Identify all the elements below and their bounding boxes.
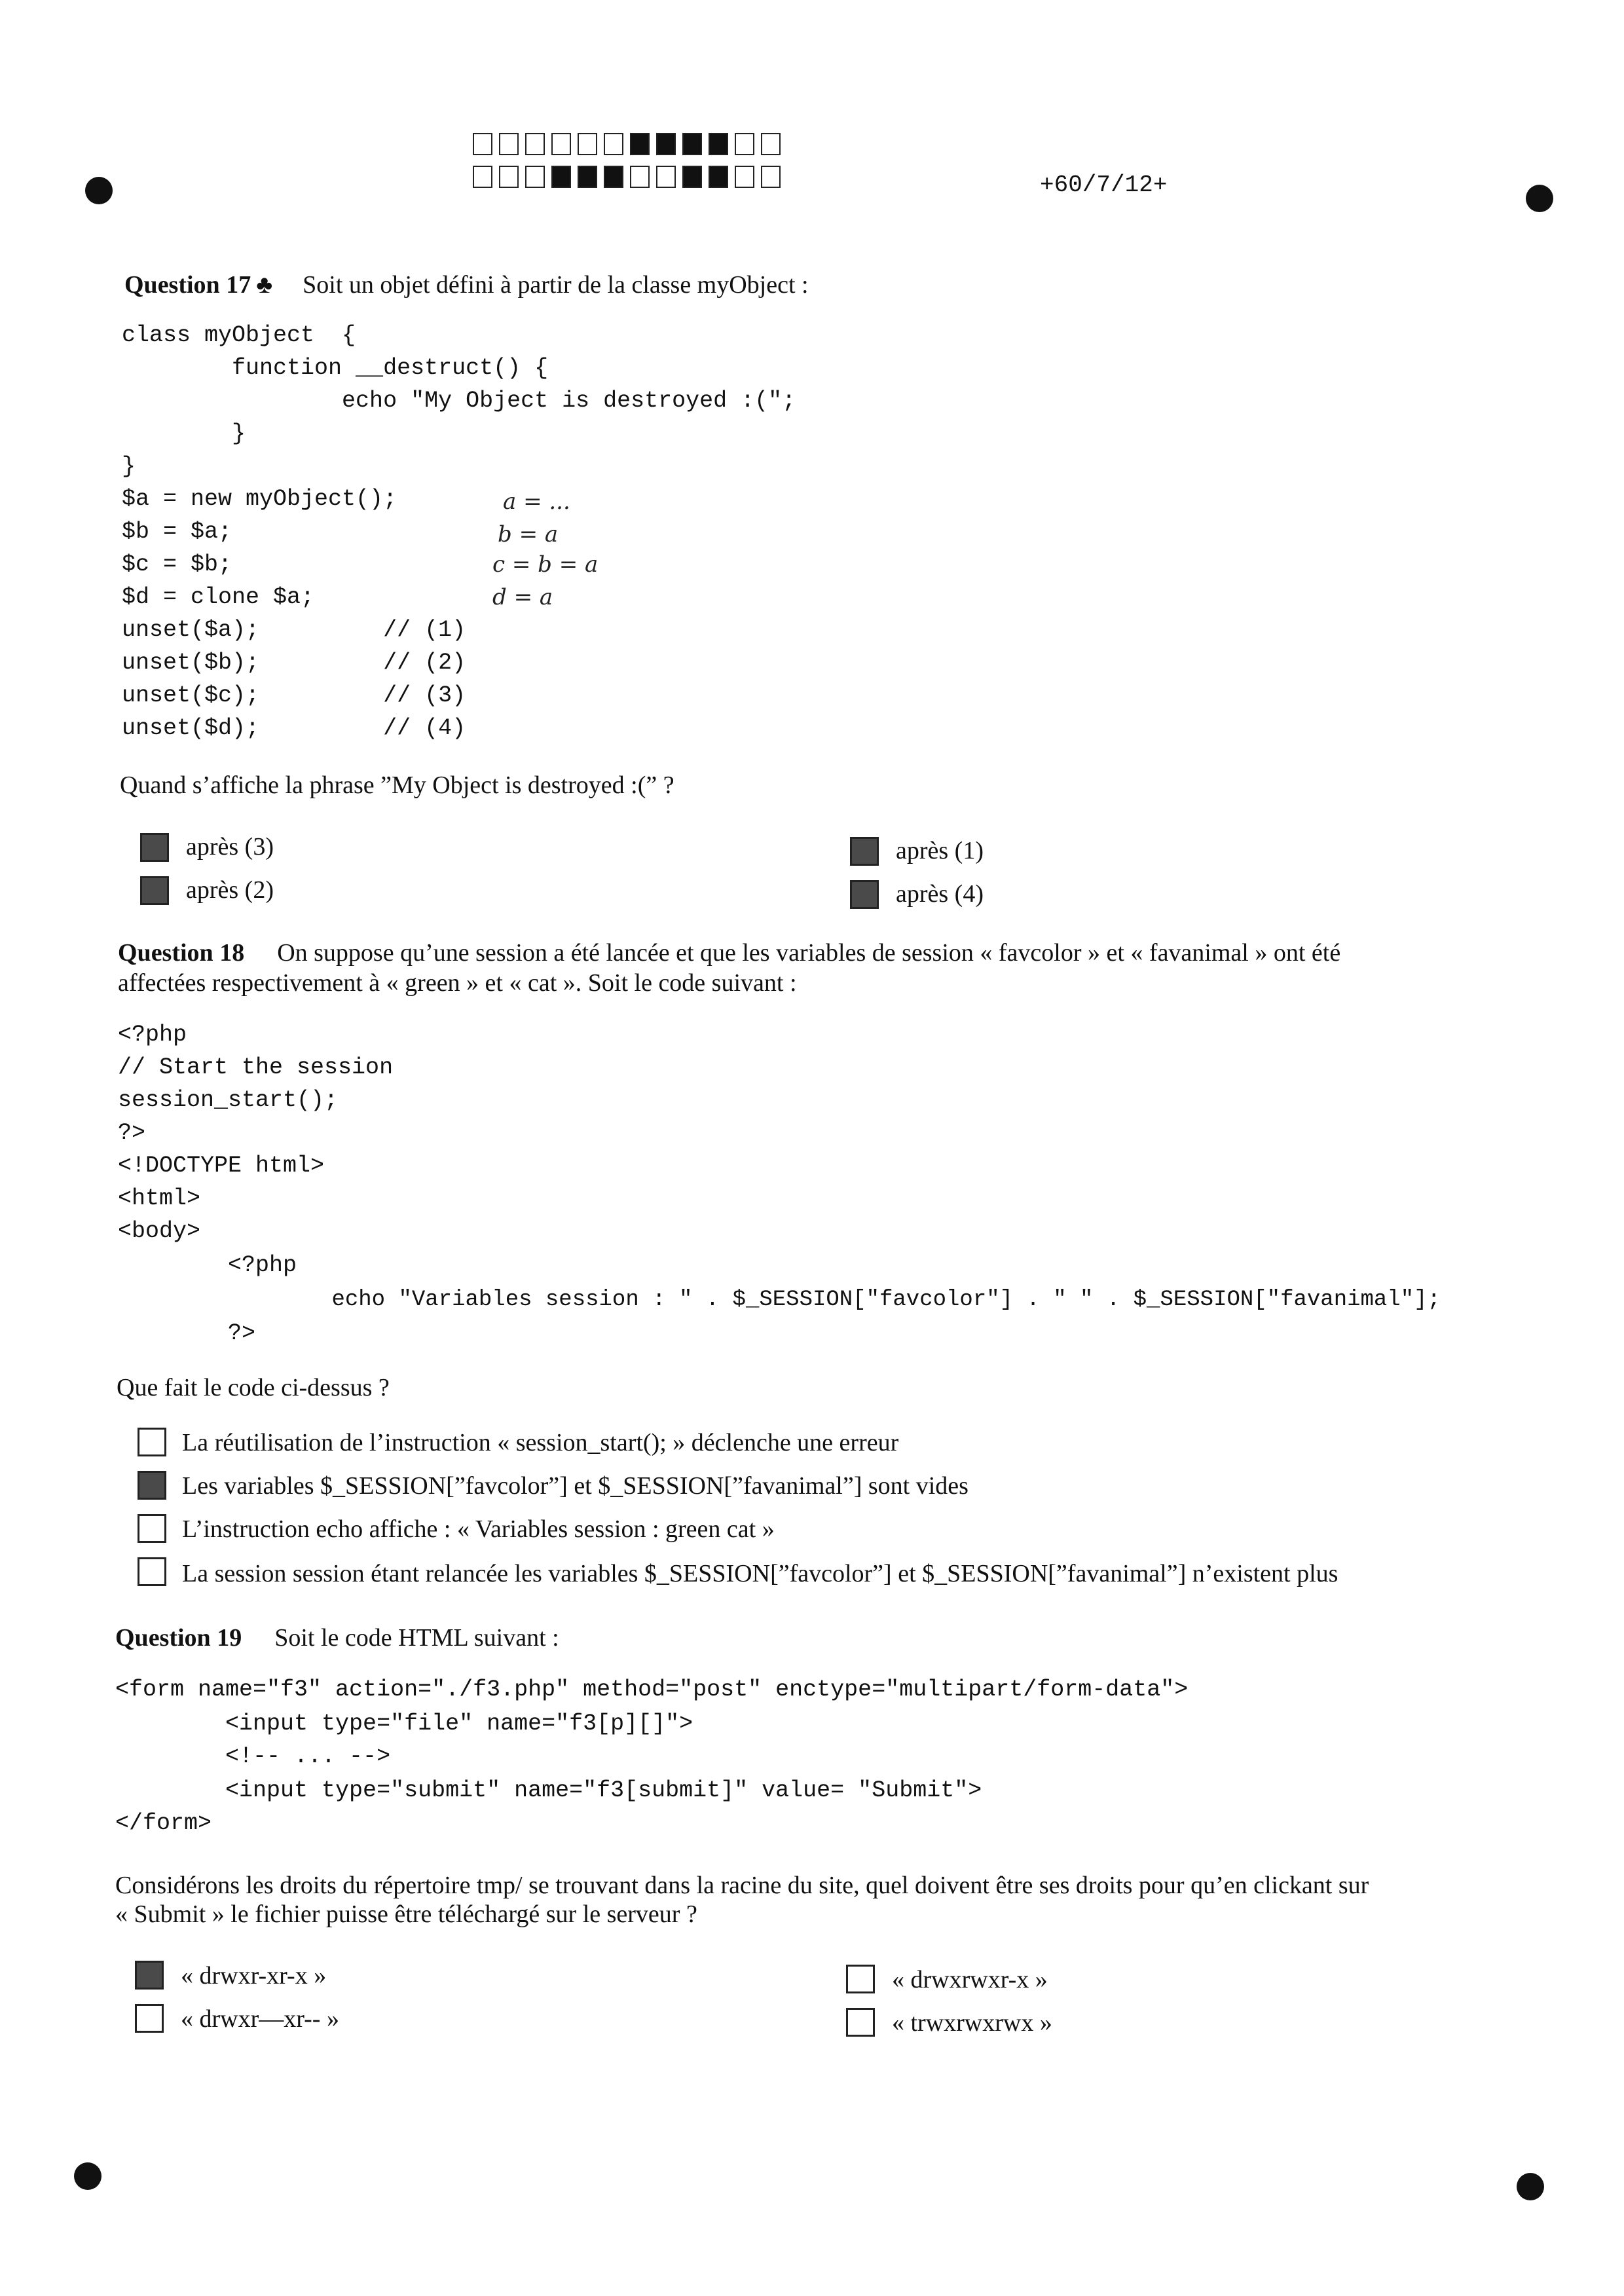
id-code-cell xyxy=(709,166,728,188)
handwritten-note: d = a xyxy=(492,584,553,610)
q17-code-line: } xyxy=(122,453,136,479)
q19-choice-label: « drwxr—xr-- » xyxy=(181,2005,339,2033)
q19-question-line2: « Submit » le fichier puisse être téléchargé sur le serveur ? xyxy=(115,1900,697,1928)
id-code-cell xyxy=(578,166,597,188)
q19-code-line: <input type="submit" name="f3[submit]" value= "Submit"> xyxy=(115,1777,982,1804)
q18-code-line: <html> xyxy=(118,1185,201,1212)
id-code-cell xyxy=(709,133,728,155)
club-icon: ♣ xyxy=(256,271,273,299)
id-code-cell xyxy=(656,133,676,155)
q19-checkbox[interactable] xyxy=(135,1961,164,1990)
id-code-cell xyxy=(578,133,597,155)
id-code-cell xyxy=(735,166,754,188)
id-code-cell xyxy=(525,166,545,188)
id-code-cell xyxy=(525,133,545,155)
id-code-cell xyxy=(630,133,650,155)
q18-checkbox[interactable] xyxy=(138,1514,166,1543)
q17-code-line: unset($c); // (3) xyxy=(122,682,466,709)
q19-choice-label: « drwxrwxr-x » xyxy=(892,1966,1048,1993)
handwritten-note: b = a xyxy=(498,521,559,547)
q17-choice-label: après (2) xyxy=(186,876,274,904)
q17-code-line: unset($d); // (4) xyxy=(122,715,466,741)
q17-checkbox[interactable] xyxy=(140,833,169,862)
id-code-cell xyxy=(604,166,623,188)
q18-checkbox[interactable] xyxy=(138,1471,166,1500)
q18-code-line: // Start the session xyxy=(118,1054,394,1081)
q17-checkbox[interactable] xyxy=(140,876,169,905)
id-code-cell xyxy=(499,166,519,188)
q18-code-line: ?> xyxy=(118,1120,146,1146)
q18-code-line: session_start(); xyxy=(118,1087,339,1113)
id-code-cell xyxy=(761,166,781,188)
id-code-cell xyxy=(682,166,702,188)
q19-checkbox[interactable] xyxy=(846,1965,875,1993)
q18-code-line: <?php xyxy=(118,1022,187,1048)
id-code-cell xyxy=(682,133,702,155)
q18-prompt-line1: On suppose qu’une session a été lancée et que les variables de session « favcolor » et « favanimal » ont été xyxy=(277,939,1341,967)
q17-code-line: unset($a); // (1) xyxy=(122,617,466,643)
q18-choice-label: L’instruction echo affiche : « Variables session : green cat » xyxy=(182,1515,775,1543)
q19-header xyxy=(115,1623,559,1653)
q18-choice-label: Les variables $_SESSION[”favcolor”] et $_SESSION[”favanimal”] sont vides xyxy=(182,1472,969,1500)
q18-choice-label: La session session étant relancée les variables $_SESSION[”favcolor”] et $_SESSION[”favanimal”] n’existent plus xyxy=(182,1560,1338,1587)
q19-title: Question 19 xyxy=(115,1624,242,1652)
q17-question: Quand s’affiche la phrase ”My Object is destroyed :(” ? xyxy=(120,771,674,799)
q17-code-line: function __destruct() { xyxy=(122,355,549,381)
q18-code-line: <body> xyxy=(118,1218,201,1244)
id-code-cell xyxy=(551,133,571,155)
registration-mark-top-right xyxy=(1526,185,1553,212)
q19-question-line1: Considérons les droits du répertoire tmp/ se trouvant dans la racine du site, quel doivent être ses droits pour qu’en clickant sur xyxy=(115,1872,1369,1899)
id-code-cell xyxy=(551,166,571,188)
q19-choice-label: « trwxrwxrwx » xyxy=(892,2009,1052,2037)
id-code-cell xyxy=(630,166,650,188)
q17-code-line: echo "My Object is destroyed :("; xyxy=(122,388,796,414)
q17-choice-label: après (1) xyxy=(896,837,984,864)
registration-mark-bottom-left xyxy=(74,2162,101,2190)
id-code-row-1 xyxy=(473,133,787,157)
q18-header xyxy=(118,938,1532,968)
q18-prompt-line2: affectées respectivement à « green » et « cat ». Soit le code suivant : xyxy=(118,969,797,997)
q17-choice-label: après (3) xyxy=(186,833,274,861)
q19-checkbox[interactable] xyxy=(846,2008,875,2037)
q19-code-line: </form> xyxy=(115,1810,212,1836)
q17-code-line: } xyxy=(122,420,246,447)
q19-code-line: <input type="file" name="f3[p][]"> xyxy=(115,1711,693,1737)
q17-header xyxy=(124,270,809,300)
q17-choice-label: après (4) xyxy=(896,880,984,908)
registration-mark-bottom-right xyxy=(1517,2173,1544,2200)
q18-code-line: <!DOCTYPE html> xyxy=(118,1153,325,1179)
id-code-cell xyxy=(761,133,781,155)
q18-title: Question 18 xyxy=(118,939,245,967)
id-code-cell xyxy=(604,133,623,155)
page-code: +60/7/12+ xyxy=(1040,172,1168,198)
q17-code-line: class myObject { xyxy=(122,322,356,348)
q17-code-line: $c = $b; xyxy=(122,551,232,578)
q19-checkbox[interactable] xyxy=(135,2004,164,2033)
id-code-cell xyxy=(656,166,676,188)
q19-choice-label: « drwxr-xr-x » xyxy=(181,1962,327,1990)
registration-mark-top-left xyxy=(85,177,113,204)
q17-code-line: $d = clone $a; xyxy=(122,584,315,610)
q18-checkbox[interactable] xyxy=(138,1428,166,1456)
id-code-cell xyxy=(473,166,492,188)
q18-code-line: ?> xyxy=(118,1320,256,1346)
q18-code-line: <?php xyxy=(118,1252,297,1278)
q17-code-line: $b = $a; xyxy=(122,519,232,545)
q17-prompt: Soit un objet défini à partir de la classe myObject : xyxy=(303,271,809,299)
q18-question: Que fait le code ci-dessus ? xyxy=(117,1374,390,1401)
q18-choice-label: La réutilisation de l’instruction « session_start(); » déclenche une erreur xyxy=(182,1429,899,1456)
id-code-row-2 xyxy=(473,166,787,189)
q17-code-line: $a = new myObject(); xyxy=(122,486,397,512)
q17-title: Question 17 xyxy=(124,271,251,299)
id-code-cell xyxy=(473,133,492,155)
id-code-cell xyxy=(499,133,519,155)
handwritten-note: c = b = a xyxy=(492,551,599,578)
q19-code-line: <form name="f3" action="./f3.php" method="post" enctype="multipart/form-data"> xyxy=(115,1676,1189,1703)
q18-checkbox[interactable] xyxy=(138,1557,166,1586)
q17-checkbox[interactable] xyxy=(850,837,879,866)
id-code-cell xyxy=(735,133,754,155)
q17-checkbox[interactable] xyxy=(850,880,879,909)
handwritten-note: a = ... xyxy=(503,489,570,515)
q17-code-line: unset($b); // (2) xyxy=(122,650,466,676)
q19-prompt: Soit le code HTML suivant : xyxy=(274,1624,559,1652)
q19-code-line: <!-- ... --> xyxy=(115,1743,391,1769)
q18-code-line: echo "Variables session : " . $_SESSION["favcolor"] . " " . $_SESSION["favanimal"]; xyxy=(118,1287,1441,1312)
